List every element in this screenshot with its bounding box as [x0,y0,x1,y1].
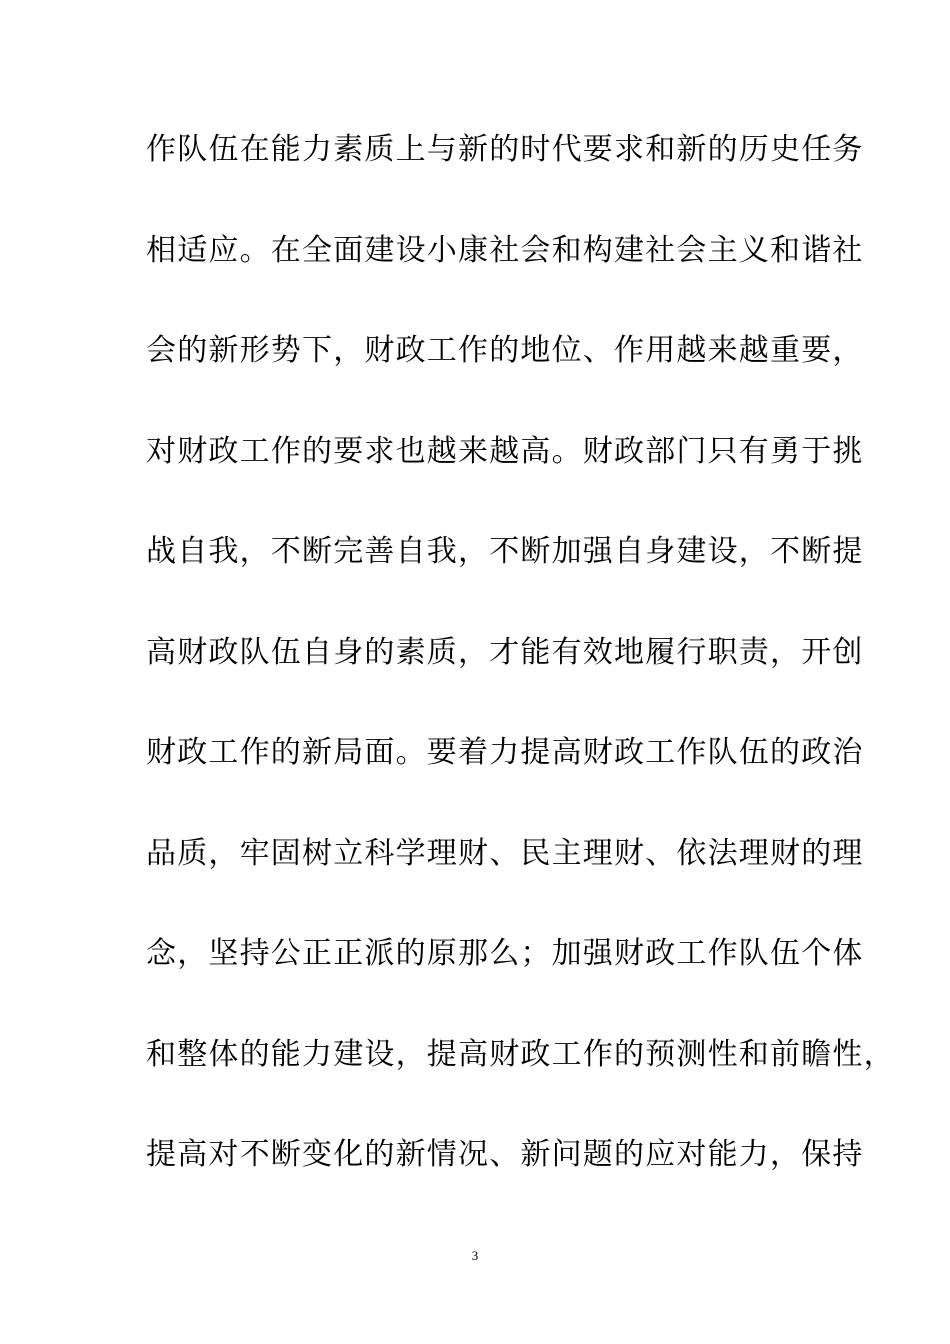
body-text [146,126,895,1232]
text-line: 和整体的能力建设，提高财政工作的预测性和前瞻性， [146,1036,895,1072]
text-line: 对财政工作的要求也越来越高。财政部门只有勇于挑 [146,433,864,469]
page-number: 3 [471,1248,479,1263]
text-line: 战自我，不断完善自我，不断加强自身建设，不断提 [146,534,864,569]
text-line: 高财政队伍自身的素质，才能有效地履行职责，开创 [146,634,864,670]
text-line: 品质，牢固树立科学理财、民主理财、依法理财的理 [146,835,864,871]
text-line: 提高对不断变化的新情况、新问题的应对能力，保持 [146,1137,864,1172]
text-line: 会的新形势下，财政工作的地位、作用越来越重要， [146,333,864,368]
text-line: 相适应。在全面建设小康社会和构建社会主义和谐社 [146,232,864,268]
text-line: 念，坚持公正正派的原那么；加强财政工作队伍个体 [146,936,864,971]
text-line: 作队伍在能力素质上与新的时代要求和新的历史任务 [146,132,864,167]
text-line: 财政工作的新局面。要着力提高财政工作队伍的政治 [146,735,864,770]
